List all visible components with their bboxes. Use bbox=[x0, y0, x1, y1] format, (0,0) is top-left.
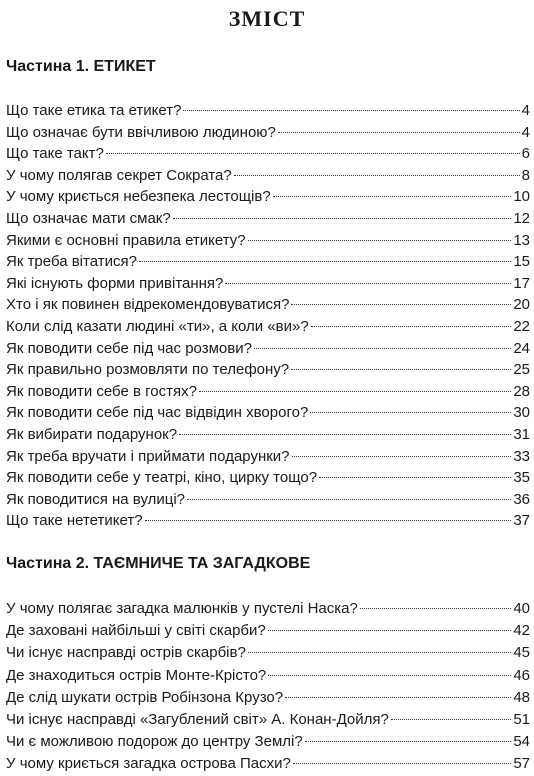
toc-entry bbox=[6, 186, 530, 208]
toc-entry-page-number: 4 bbox=[521, 102, 530, 119]
toc-entry bbox=[6, 598, 530, 620]
toc-entry-title: Як треба вітатися? bbox=[6, 253, 137, 271]
toc-entry-title: Хто і як повинен відрекомендовуватися? bbox=[6, 296, 290, 314]
toc-entry-title: У чому криється загадка острова Пасхи? bbox=[6, 755, 291, 773]
toc-entry-page-number: 8 bbox=[521, 166, 530, 184]
dot-leader bbox=[360, 608, 511, 609]
toc-entry bbox=[6, 294, 530, 316]
dot-leader bbox=[291, 304, 511, 305]
dot-leader bbox=[139, 261, 511, 262]
toc-entry-page-number: 24 bbox=[513, 339, 530, 357]
part-2-heading: Частина 2. ТАЄМНИЧЕ ТА ЗАГАДКОВЕ bbox=[6, 555, 311, 572]
toc-entry-page-number: 13 bbox=[513, 231, 530, 249]
toc-entry bbox=[6, 208, 530, 230]
toc-entry-page-number: 33 bbox=[513, 447, 530, 465]
page-title: ЗМІСТ bbox=[228, 6, 306, 31]
toc-entry-page-number: 12 bbox=[513, 209, 530, 227]
toc-entry-title: У чому криється небезпека лестощів? bbox=[6, 188, 271, 206]
toc-entry-title: Коли слід казати людині «ти», а коли «ви»? bbox=[6, 317, 309, 335]
toc-entry bbox=[6, 122, 530, 144]
toc-entry-title: Що таке нететикет? bbox=[6, 512, 143, 530]
toc-entry-page-number: 40 bbox=[513, 600, 530, 617]
dot-leader bbox=[319, 477, 511, 478]
dot-leader bbox=[268, 630, 512, 631]
dot-leader bbox=[179, 434, 511, 435]
dot-leader bbox=[291, 369, 511, 370]
toc-entry-page-number: 35 bbox=[513, 469, 530, 487]
toc-entry bbox=[6, 338, 530, 360]
toc-entry-page-number: 57 bbox=[513, 755, 530, 773]
dot-leader bbox=[268, 675, 511, 676]
part-1-entry-list bbox=[6, 100, 530, 532]
toc-entry-title: Чи існує насправді острів скарбів? bbox=[6, 644, 246, 662]
toc-entry-title: Які існують форми привітання? bbox=[6, 274, 224, 292]
toc-entry-page-number: 20 bbox=[513, 296, 530, 314]
toc-entry-page-number: 15 bbox=[513, 253, 530, 271]
toc-entry-title: Як правильно розмовляти по телефону? bbox=[6, 361, 290, 379]
toc-entry bbox=[6, 381, 530, 403]
dot-leader bbox=[248, 652, 512, 653]
toc-entry-page-number: 6 bbox=[521, 145, 530, 163]
dot-leader bbox=[278, 132, 520, 133]
toc-entry bbox=[6, 165, 530, 187]
dot-leader bbox=[254, 348, 511, 349]
dot-leader bbox=[145, 520, 512, 521]
dot-leader bbox=[311, 326, 512, 327]
toc-entry-page-number: 42 bbox=[513, 622, 530, 640]
dot-leader bbox=[183, 110, 519, 111]
dot-leader bbox=[234, 175, 520, 176]
dot-leader bbox=[106, 153, 520, 154]
toc-entry-title: Що таке етика та етикет? bbox=[6, 102, 182, 119]
toc-entry bbox=[6, 143, 530, 165]
toc-entry-title: Чи є можливою подорож до центру Землі? bbox=[6, 733, 303, 751]
part-2-entry-list bbox=[6, 598, 530, 776]
dot-leader bbox=[187, 499, 511, 500]
dot-leader bbox=[310, 412, 511, 413]
toc-entry bbox=[6, 510, 530, 532]
toc-entry-page-number: 37 bbox=[513, 512, 530, 530]
toc-entry-title: Як треба вручати і приймати подарунки? bbox=[6, 447, 290, 465]
toc-entry-title: Як поводити себе під час відвідин хворого? bbox=[6, 404, 309, 422]
toc-entry-title: Чи існує насправді «Загублений світ» А. Конан-Дойля? bbox=[6, 710, 389, 728]
toc-entry-title: У чому полягає загадка малюнків у пустелі Наска? bbox=[6, 600, 358, 617]
toc-entry bbox=[6, 251, 530, 273]
toc-entry-title: Що таке такт? bbox=[6, 145, 104, 163]
dot-leader bbox=[273, 196, 512, 197]
toc-entry-page-number: 22 bbox=[513, 317, 530, 335]
toc-entry bbox=[6, 230, 530, 252]
toc-entry-page-number: 54 bbox=[513, 733, 530, 751]
dot-leader bbox=[292, 456, 512, 457]
toc-entry-title: Як поводити себе у театрі, кіно, цирку тощо? bbox=[6, 469, 318, 487]
toc-entry-page-number: 48 bbox=[513, 688, 530, 706]
toc-entry-title: Як поводитися на вулиці? bbox=[6, 490, 186, 508]
toc-entry-page-number: 25 bbox=[513, 361, 530, 379]
toc-entry-title: Що означає мати смак? bbox=[6, 209, 171, 227]
dot-leader bbox=[293, 763, 511, 764]
toc-entry-page-number: 36 bbox=[513, 490, 530, 508]
toc-entry-title: Якими є основні правила етикету? bbox=[6, 231, 246, 249]
toc-entry-title: Що означає бути ввічливою людиною? bbox=[6, 123, 276, 141]
toc-entry bbox=[6, 359, 530, 381]
dot-leader bbox=[248, 240, 512, 241]
toc-entry bbox=[6, 709, 530, 731]
toc-entry-page-number: 31 bbox=[513, 425, 530, 443]
toc-entry-title: У чому полягав секрет Сократа? bbox=[6, 166, 232, 184]
toc-entry bbox=[6, 316, 530, 338]
dot-leader bbox=[225, 283, 511, 284]
toc-entry-page-number: 45 bbox=[513, 644, 530, 662]
dot-leader bbox=[199, 391, 511, 392]
toc-entry bbox=[6, 402, 530, 424]
toc-entry bbox=[6, 446, 530, 468]
toc-entry-title: Як вибирати подарунок? bbox=[6, 425, 178, 443]
toc-entry-page-number: 51 bbox=[513, 710, 530, 728]
toc-entry bbox=[6, 642, 530, 664]
toc-entry bbox=[6, 620, 530, 642]
toc-entry bbox=[6, 731, 530, 753]
toc-entry-title: Як поводити себе під час розмови? bbox=[6, 339, 252, 357]
dot-leader bbox=[305, 741, 512, 742]
dot-leader bbox=[285, 697, 511, 698]
toc-entry-page-number: 4 bbox=[521, 123, 530, 141]
toc-entry bbox=[6, 687, 530, 709]
toc-entry bbox=[6, 100, 530, 122]
toc-entry-page-number: 17 bbox=[513, 274, 530, 292]
toc-entry-page-number: 10 bbox=[513, 188, 530, 206]
part-1-heading: Частина 1. ЕТИКЕТ bbox=[6, 58, 156, 75]
toc-entry bbox=[6, 424, 530, 446]
toc-entry-title: Де слід шукати острів Робінзона Крузо? bbox=[6, 688, 284, 706]
toc-entry-title: Де знаходиться острів Монте-Крісто? bbox=[6, 666, 267, 684]
dot-leader bbox=[391, 719, 511, 720]
toc-entry bbox=[6, 273, 530, 295]
dot-leader bbox=[173, 218, 512, 219]
toc-entry bbox=[6, 753, 530, 775]
toc-entry-page-number: 46 bbox=[513, 666, 530, 684]
toc-entry-page-number: 30 bbox=[513, 404, 530, 422]
toc-entry-page-number: 28 bbox=[513, 382, 530, 400]
toc-entry-title: Де заховані найбільші у світі скарби? bbox=[6, 622, 266, 640]
toc-entry bbox=[6, 467, 530, 489]
toc-entry-title: Як поводити себе в гостях? bbox=[6, 382, 197, 400]
toc-entry bbox=[6, 665, 530, 687]
toc-entry bbox=[6, 489, 530, 511]
